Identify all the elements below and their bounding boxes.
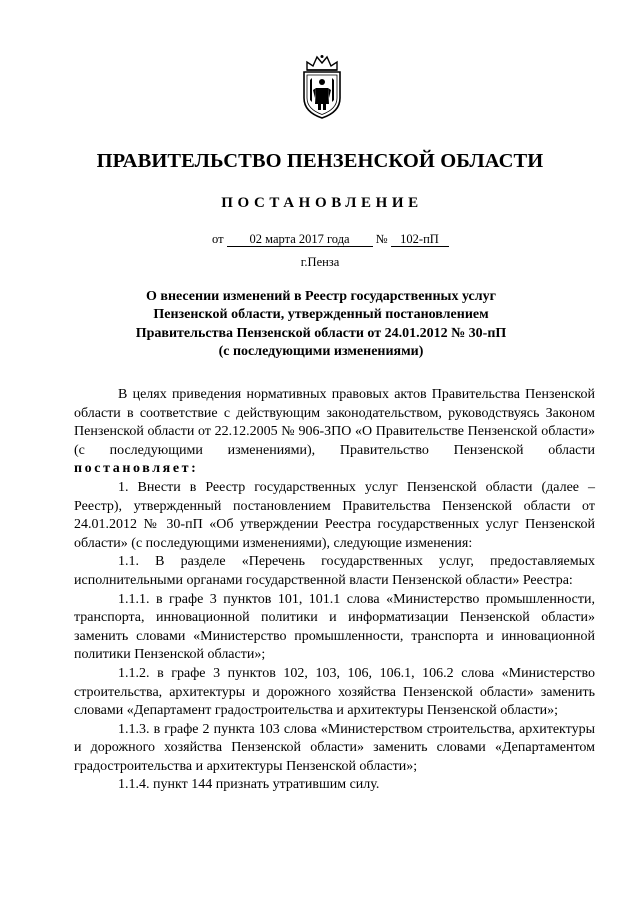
paragraph-1-1: 1.1. В разделе «Перечень государственных услуг, предоставляемых исполнительными органами государственной власти Пензенской области» Реестра: (74, 554, 595, 588)
subject-line-1: О внесении изменений в Реестр государственных услуг (146, 289, 496, 304)
number-prefix: № (375, 232, 388, 246)
subject-line-3: Правительства Пензенской области от 24.01.2012 № 30-пП (135, 325, 507, 341)
date-prefix: от (212, 232, 224, 246)
penza-coat-of-arms-icon (298, 54, 346, 120)
paragraph-1: 1. Внести в Реестр государственных услуг Пензенской области (далее – Реестр), утвержденный постановлением Правительства Пензенской области от 24.01.2012 № 30-пП «Об утверждении Реестра государственных услуг Пензенской области» (с последующими изменениями), следующие изменения: (74, 479, 595, 551)
paragraph-1-1-1: 1.1.1. в графе 3 пунктов 101, 101.1 слова «Министерство промышленности, транспорта, инновационной политики и информатизации Пензенской области» заменить словами «Министерство промышленности, транспорта и инновационной политики Пензенской области»; (74, 591, 595, 663)
subject-line-4: (с последующими изменениями) (218, 343, 424, 359)
paragraph-1-1-4: 1.1.4. пункт 144 признать утратившим силу. (118, 777, 380, 793)
document-body (74, 386, 595, 795)
paragraph-1-1-2: 1.1.2. в графе 3 пунктов 102, 103, 106, 106.1, 106.2 слова «Министерство строительства, архитектуры и дорожного хозяйства Пензенской области» заменить словами «Департамент градостроительства и архитектуры Пензенской области»; (74, 665, 595, 719)
document-subject (90, 288, 552, 361)
city: г.Пенза (300, 255, 340, 269)
decree-word: постановляет: (74, 461, 199, 477)
paragraph-1-1-3: 1.1.3. в графе 2 пункта 103 слова «Министерством строительства, архитектуры и дорожного хозяйства Пензенской области» заменить словами «Департаментом градостроительства и архитектуры Пензенской области»; (74, 721, 595, 774)
preamble-text: В целях приведения нормативных правовых актов Правительства Пензенской области в соответствие с действующим законодательством, руководствуясь Законом Пензенской области от 22.12.2005 № 906-ЗПО «О Правительстве Пензенской области» (с последующими изменениями), Правительство Пензенской области (74, 387, 595, 458)
preamble-paragraph (74, 386, 595, 479)
document-number: 102-пП (391, 232, 449, 247)
government-title: ПРАВИТЕЛЬСТВО ПЕНЗЕНСКОЙ ОБЛАСТИ (96, 150, 544, 172)
document-type: ПОСТАНОВЛЕНИЕ (221, 195, 423, 211)
date-number-line (209, 232, 449, 247)
document-date: 02 марта 2017 года (227, 232, 373, 247)
subject-line-2: Пензенской области, утвержденный постановлением (153, 307, 489, 323)
